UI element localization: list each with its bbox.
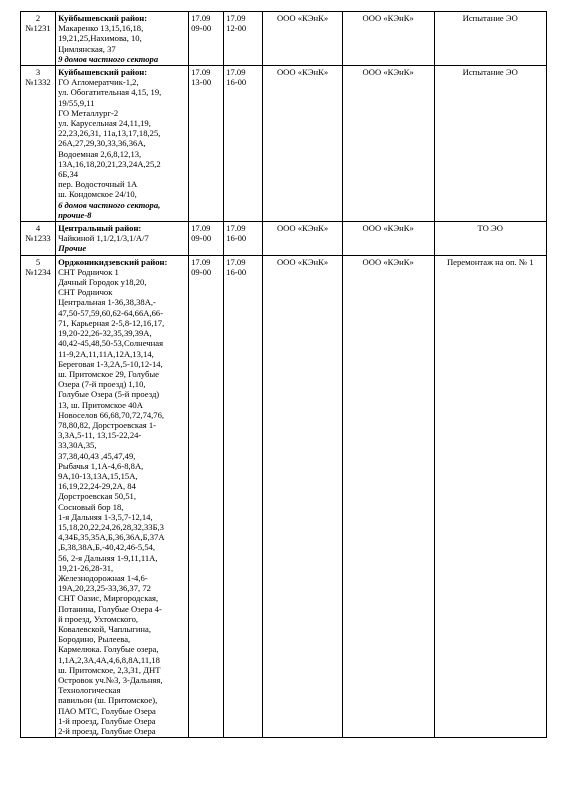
address-cell [56, 255, 189, 738]
address-line: 56, 2-я Дальняя 1-9,11,11А, [58, 552, 158, 563]
address-line: Дорстроевская 50,51, [58, 491, 136, 502]
address-line: 19А,20,23,25-33,36,37, 72 [58, 583, 151, 594]
address-line: 19,20-22,26-32,35,39,39А, [58, 328, 152, 339]
address-note: 6 домов частного сектора, [58, 199, 161, 210]
row-number: 3 [35, 67, 41, 78]
contractor: ООО «КЭнК» [362, 223, 414, 234]
start-date: 17.09 [191, 13, 211, 23]
table-row [21, 222, 547, 256]
start-date: 17.09 [191, 67, 211, 78]
address-line: 2-й проезд, Голубые Озера [58, 726, 156, 737]
district-title: Орджоникидзевский район: [58, 256, 168, 267]
address-line: Центральная 1-36,38,38А,- [58, 297, 156, 308]
address-line: ш. Кондомское 24/10, [58, 189, 137, 200]
address-line: ГО Металлург-2 [58, 107, 119, 118]
end-datetime-cell [224, 222, 263, 256]
request-id: №1233 [25, 233, 51, 244]
work-type-cell [434, 12, 546, 66]
organization: ООО «КЭнК» [276, 256, 329, 267]
address-note: 9 домов частного сектора [58, 53, 159, 64]
address-line: пер. Водосточный 1А [58, 179, 138, 190]
address-line: павильон (ш. Притомское), [58, 695, 158, 706]
address-line: Чайкиной 1,1/2,1/3,1/А/7 [58, 233, 149, 244]
address-line: Железнодорожная 1-4,6- [58, 572, 148, 583]
organization: ООО «КЭнК» [276, 67, 329, 78]
table-body [21, 12, 547, 738]
end-datetime-cell [224, 255, 263, 738]
address-line: 1-я Дальняя 1-3,5,7-12,14, [58, 511, 153, 522]
end-time: 16-00 [226, 266, 247, 277]
request-id: №1231 [25, 23, 51, 34]
row-number-cell [21, 66, 56, 222]
organization-cell [263, 12, 342, 66]
address-line: ГО Агломератчик-1,2, [58, 77, 139, 88]
address-line: ,Б,38,38А,Б,-40,42,46-5,54, [58, 542, 156, 553]
address-line: 1,1А,2,3А,4А,4,6,8,8А,11,18 [58, 654, 160, 665]
address-line: ул. Карусельная 24,11,19, [58, 118, 151, 129]
address-line: 6Б,34 [58, 169, 79, 180]
address-line: СНТ Родничок 1 [58, 266, 119, 277]
work-type-cell [434, 222, 546, 256]
start-time: 09-00 [191, 23, 212, 34]
table-row [21, 12, 547, 66]
address-line: ПАО МТС, Голубые Озера [58, 705, 156, 716]
row-number-cell [21, 12, 56, 66]
address-line: Кармелюка. Голубые озера, [58, 644, 159, 655]
request-id: №1332 [25, 77, 51, 88]
district-title: Куйбышевский район: [58, 13, 148, 23]
address-line: й проезд, Ухтомского, [58, 613, 139, 624]
address-line: 78,80,82, Дорстроевская 1- [58, 419, 157, 430]
contractor: ООО «КЭнК» [362, 67, 414, 78]
address-line: Островок уч.№3, 3-Дальняя, [58, 675, 163, 685]
address-line: Голубые Озера (5-й проезд) [58, 389, 160, 400]
address-line: 19/55,9,11 [58, 97, 95, 108]
address-line: 3,3А,5-11, 13,15-22,24- [58, 430, 142, 441]
address-line: ш. Притомское, 2,3,31, ДНТ [58, 664, 161, 675]
start-datetime-cell [189, 222, 224, 256]
start-datetime-cell [189, 12, 224, 66]
end-date: 17.09 [226, 223, 246, 234]
row-number: 2 [35, 13, 41, 23]
contractor-cell [342, 222, 434, 256]
work-type-cell [434, 255, 546, 738]
address-line: 47,50-57,59,60,62-64,66А,66- [58, 307, 164, 318]
end-date: 17.09 [226, 256, 246, 267]
address-line: 4,34Б,35,35А,Б,36,36А,Б,37А [58, 532, 165, 543]
contractor-cell [342, 66, 434, 222]
work-type: Перемонтаж на оп. № 1 [446, 256, 534, 267]
start-time: 09-00 [191, 266, 212, 277]
address-line: 37,38,40,43 ,45,47,49, [58, 450, 136, 461]
address-line: Технологическая [58, 685, 121, 696]
organization-cell [263, 222, 342, 256]
organization: ООО «КЭнК» [276, 13, 329, 23]
start-datetime-cell [189, 66, 224, 222]
address-line: ш. Притомское 29, Голубые [58, 368, 159, 379]
outage-schedule-table [20, 11, 547, 738]
contractor: ООО «КЭнК» [362, 256, 414, 267]
address-line: 40,42-45,48,50-53,Солнечная [58, 338, 164, 349]
address-line: Бородино, Рылеева, [58, 634, 131, 645]
end-date: 17.09 [226, 13, 246, 23]
address-line: 19,21,25,Нахимова, 10, [58, 33, 142, 44]
request-id: №1234 [25, 266, 51, 277]
address-line: 9А,10-13,13А,15,15А, [58, 470, 138, 481]
address-line: 22,23,26,31, 11а,13,17,18,25, [58, 128, 161, 139]
start-datetime-cell [189, 255, 224, 738]
address-line: 13А,16,18,20,21,23,24А,25,2 [58, 158, 161, 169]
organization: ООО «КЭнК» [276, 223, 329, 234]
address-line: 11-9,2А,11,11А,12А,13,14, [58, 348, 154, 359]
end-time: 12-00 [226, 23, 247, 34]
address-cell [56, 222, 189, 256]
district-title: Центральный район: [58, 223, 142, 234]
end-datetime-cell [224, 66, 263, 222]
end-date: 17.09 [226, 67, 246, 78]
row-number: 5 [35, 256, 41, 267]
district-title: Куйбышевский район: [58, 67, 148, 78]
row-number-cell [21, 255, 56, 738]
address-line: Водоемная 2,6,8,12,13, [58, 148, 142, 159]
address-line: СНТ Родничок [58, 287, 113, 298]
address-cell [56, 12, 189, 66]
address-line: Береговая 1-3,2А,5-10,12-14, [58, 358, 163, 369]
address-line: Рыбачья 1,1А-4,6-8,8А, [58, 460, 144, 471]
end-time: 16-00 [226, 77, 247, 88]
address-line: Озера (7-й проезд) 1,10, [58, 379, 146, 390]
address-note: Прочие [58, 243, 87, 254]
address-line: 16,19,22,24-29,2А, 84 [58, 481, 136, 492]
start-time: 13-00 [191, 77, 212, 88]
organization-cell [263, 255, 342, 738]
address-line: Потанина, Голубые Озера 4- [58, 603, 162, 614]
address-line: 1-й проезд, Голубые Озера [58, 715, 156, 726]
work-type: ТО ЭО [477, 223, 504, 234]
address-line: Сосновый бор 18, [58, 501, 124, 512]
start-time: 09-00 [191, 233, 212, 244]
address-line: Цимлянская, 37 [58, 43, 116, 54]
address-line: 33,30А,35, [58, 440, 97, 451]
address-line: 13, ш. Притомское 40А [58, 399, 143, 410]
end-time: 16-00 [226, 233, 247, 244]
table-row [21, 66, 547, 222]
table-row [21, 255, 547, 738]
work-type: Испытание ЭО [462, 13, 518, 23]
start-date: 17.09 [191, 223, 211, 234]
address-line: 19,21-26,28-31, [58, 562, 114, 573]
address-line: 26А,27,29,30,33,36,36А, [58, 138, 146, 149]
contractor-cell [342, 12, 434, 66]
address-cell [56, 66, 189, 222]
contractor: ООО «КЭнК» [362, 13, 414, 23]
address-line: Новоселов 66,68,70,72,74,76, [58, 409, 165, 420]
address-line: Макаренко 13,15,16,18, [58, 23, 144, 34]
start-date: 17.09 [191, 256, 211, 267]
address-line: Ковалевской, Чаплыгина, [58, 623, 151, 634]
work-type: Испытание ЭО [462, 67, 518, 78]
address-line: СНТ Оазис, Миргородская, [58, 593, 159, 604]
organization-cell [263, 66, 342, 222]
contractor-cell [342, 255, 434, 738]
work-type-cell [434, 66, 546, 222]
address-line: ул. Обогатительная 4,15, 19, [58, 87, 162, 98]
address-line: Дачный Городок у18,20, [58, 277, 147, 288]
end-datetime-cell [224, 12, 263, 66]
address-note: прочие-8 [58, 209, 92, 220]
row-number-cell [21, 222, 56, 256]
row-number: 4 [35, 223, 41, 234]
address-line: 71, Карьерная 2-5,8-12,16,17, [58, 317, 165, 328]
address-line: 15,18,20,22,24,26,28,32,33Б,3 [58, 521, 164, 532]
